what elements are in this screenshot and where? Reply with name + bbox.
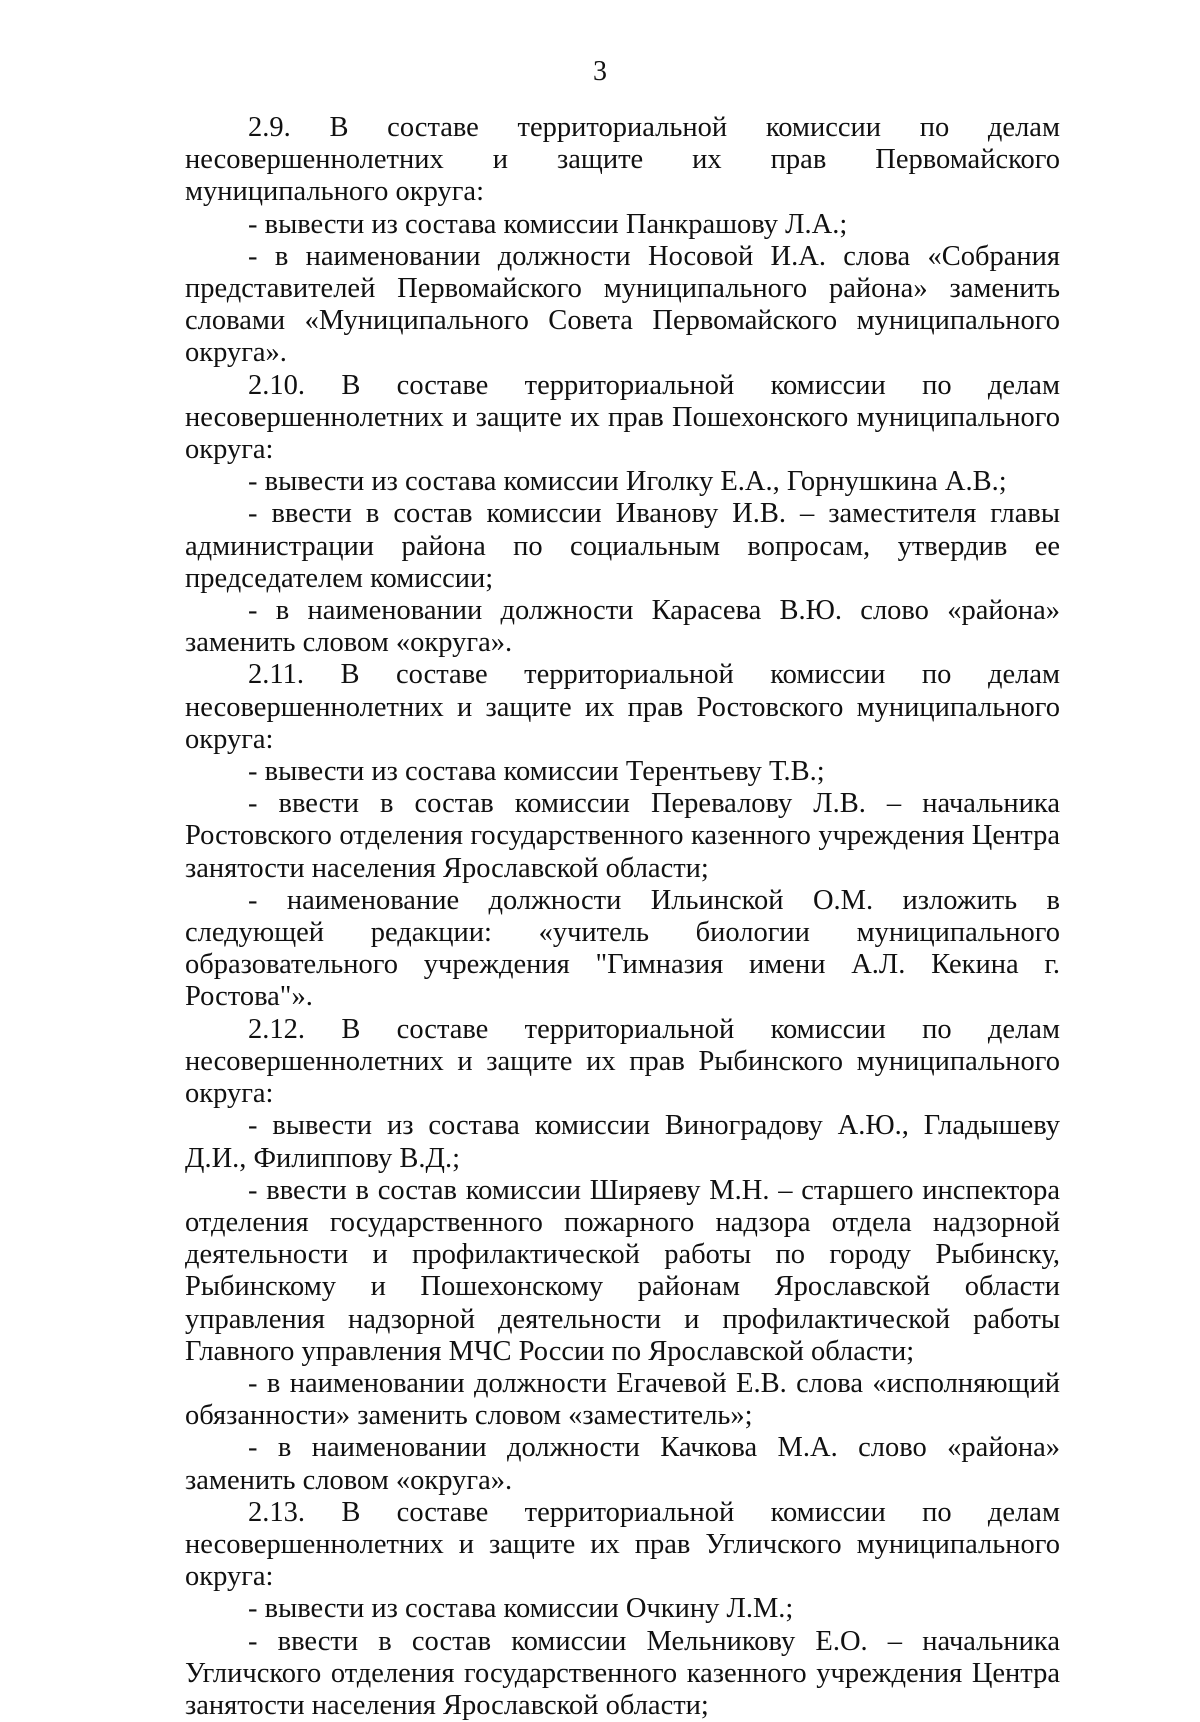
list-item: - ввести в состав комиссии Иванову И.В. – заместителя главы администрации района по социальным вопросам, утвердив ее председателем комиссии; [185,498,1060,594]
section-2-12-heading: 2.12. В составе территориальной комиссии по делам несовершеннолетних и защите их прав Рыбинского муниципального округа: [185,1013,1060,1110]
list-item: - вывести из состава комиссии Панкрашову Л.А.; [248,208,848,240]
section-2-10-heading: 2.10. В составе территориальной комиссии по делам несовершеннолетних и защите их прав Пошехонского муниципального округа: [185,369,1060,466]
section-2-13-heading: 2.13. В составе территориальной комиссии по делам несовершеннолетних и защите их прав Угличского муниципального округа: [185,1496,1060,1593]
list-item: - вывести из состава комиссии Виноградову А.Ю., Гладышеву Д.И., Филиппову В.Д.; [185,1110,1060,1174]
list-item: - в наименовании должности Егачевой Е.В. слова «исполняющий обязанности» заменить словом «заместитель»; [185,1367,1060,1432]
list-item: - вывести из состава комиссии Терентьеву Т.В.; [248,756,825,788]
list-item: - ввести в состав комиссии Перевалову Л.В. – начальника Ростовского отделения государственного казенного учреждения Центра занятости населения Ярославской области; [185,788,1060,884]
list-item: - в наименовании должности Качкова М.А. слово «района» заменить словом «округа». [185,1432,1060,1496]
list-item: - вывести из состава комиссии Очкину Л.М.; [248,1593,794,1625]
list-item: - ввести в состав комиссии Ширяеву М.Н. – старшего инспектора отделения государственного пожарного надзора отдела надзорной деятельности и профилактической работы по городу Рыбинску, Рыбинскому и Пошехонскому районам Ярославской области управления надзорной деятельности и профилактической работы Главного управления МЧС России по Ярославской области; [185,1174,1060,1367]
list-item: - наименование должности Ильинской О.М. изложить в следующей редакции: «учитель биологии муниципального образовательного учреждения "Гимназия имени А.Л. Кекина г. Ростова"». [185,884,1060,1013]
list-item: - в наименовании должности Носовой И.А. слова «Собрания представителей Первомайского муниципального района» заменить словами «Муниципального Совета Первомайского муниципального округа». [185,240,1060,369]
list-item: - вывести из состава комиссии Иголку Е.А., Горнушкина А.В.; [248,466,1007,498]
list-item: - в наименовании должности Карасева В.Ю. слово «района» заменить словом «округа». [185,595,1060,659]
section-2-11-heading: 2.11. В составе территориальной комиссии по делам несовершеннолетних и защите их прав Ростовского муниципального округа: [185,659,1060,755]
page-number: 3 [593,56,607,87]
section-2-9-heading: 2.9. В составе территориальной комиссии по делам несовершеннолетних и защите их прав Первомайского муниципального округа: [185,112,1060,208]
list-item: - ввести в состав комиссии Мельникову Е.О. – начальника Угличского отделения государственного казенного учреждения Центра занятости населения Ярославской области; [185,1625,1060,1721]
document-body [185,112,1060,1722]
